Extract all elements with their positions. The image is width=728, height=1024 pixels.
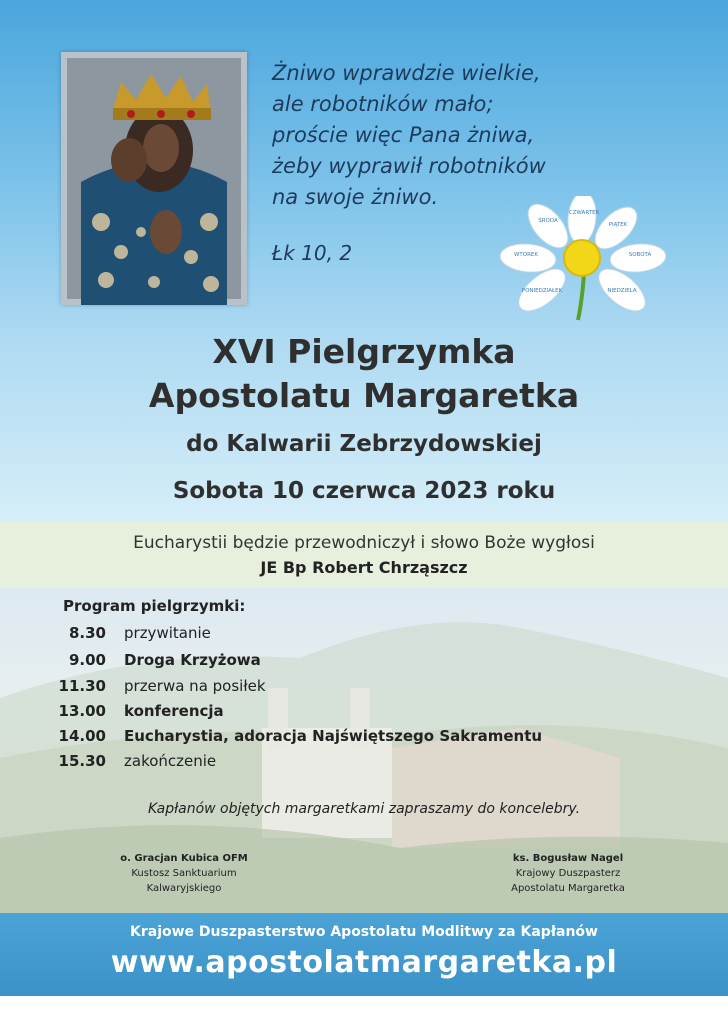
event-date: Sobota 10 czerwca 2023 roku (172, 478, 556, 504)
quote-line: żeby wyprawił robotników (272, 154, 546, 178)
program-time: 15.30 (58, 752, 106, 770)
website-link[interactable]: www.apostolatmargaretka.pl (110, 945, 618, 980)
footer-organization: Krajowe Duszpasterstwo Apostolatu Modlitwy za Kapłanów (130, 924, 598, 940)
daisy-petal-label: NIEDZIELA (607, 288, 637, 294)
program-label: Droga Krzyżowa (124, 651, 261, 669)
signatory-name: o. Gracjan Kubica OFM (120, 853, 248, 864)
program-time: 14.00 (58, 727, 106, 745)
program-time: 9.00 (68, 651, 106, 669)
program-time: 13.00 (58, 702, 106, 720)
daisy-petal-label: PONIEDZIAŁEK (521, 288, 563, 294)
celebrant-name: JE Bp Robert Chrząszcz (260, 558, 468, 577)
signatory-role: Apostolatu Margaretka (511, 883, 625, 894)
signature-right (488, 851, 648, 896)
program-label: zakończenie (124, 752, 217, 770)
event-title-line2: Apostolatu Margaretka (148, 376, 580, 415)
program-label: Eucharystia, adoracja Najświętszego Sakramentu (124, 727, 543, 745)
signatory-role: Krajowy Duszpasterz (515, 868, 621, 879)
daisy-petal-label: SOBOTA (628, 252, 652, 258)
signature-left (104, 851, 264, 896)
concelebration-invite: Kapłanów objętych margaretkami zapraszamy do koncelebry. (147, 801, 581, 817)
scripture-quote (272, 58, 602, 213)
signatory-role: Kalwaryjskiego (146, 883, 222, 894)
quote-line: na swoje żniwo. (272, 185, 439, 209)
quote-line: Żniwo wprawdzie wielkie, (272, 61, 541, 85)
program-time: 11.30 (58, 677, 106, 695)
signatory-role: Kustosz Sanktuarium (131, 868, 237, 879)
program-heading: Program pielgrzymki: (63, 597, 246, 615)
quote-reference: Łk 10, 2 (272, 241, 353, 265)
daisy-petal-label: WTOREK (513, 252, 539, 258)
daisy-logo (498, 196, 668, 322)
daisy-petal-label: PIĄTEK (608, 222, 628, 228)
signatory-name: ks. Bogusław Nagel (512, 853, 624, 864)
madonna-icon (61, 52, 247, 305)
program-time: 8.30 (68, 624, 106, 642)
celebrant-band (0, 522, 728, 588)
program-label: przywitanie (124, 624, 211, 642)
bottom-margin (0, 996, 728, 1024)
daisy-petal-label: CZWARTEK (568, 210, 600, 216)
celebrant-intro: Eucharystii będzie przewodniczył i słowo Boże wygłosi (133, 533, 595, 553)
event-destination: do Kalwarii Zebrzydowskiej (186, 431, 542, 457)
quote-line: proście więc Pana żniwa, (272, 123, 535, 147)
quote-line: ale robotników mało; (272, 92, 494, 116)
program-label: przerwa na posiłek (124, 677, 266, 695)
program-label: konferencja (124, 702, 224, 720)
daisy-petal-label: ŚRODA (538, 218, 558, 224)
event-title: XVI Pielgrzymka (212, 332, 516, 371)
